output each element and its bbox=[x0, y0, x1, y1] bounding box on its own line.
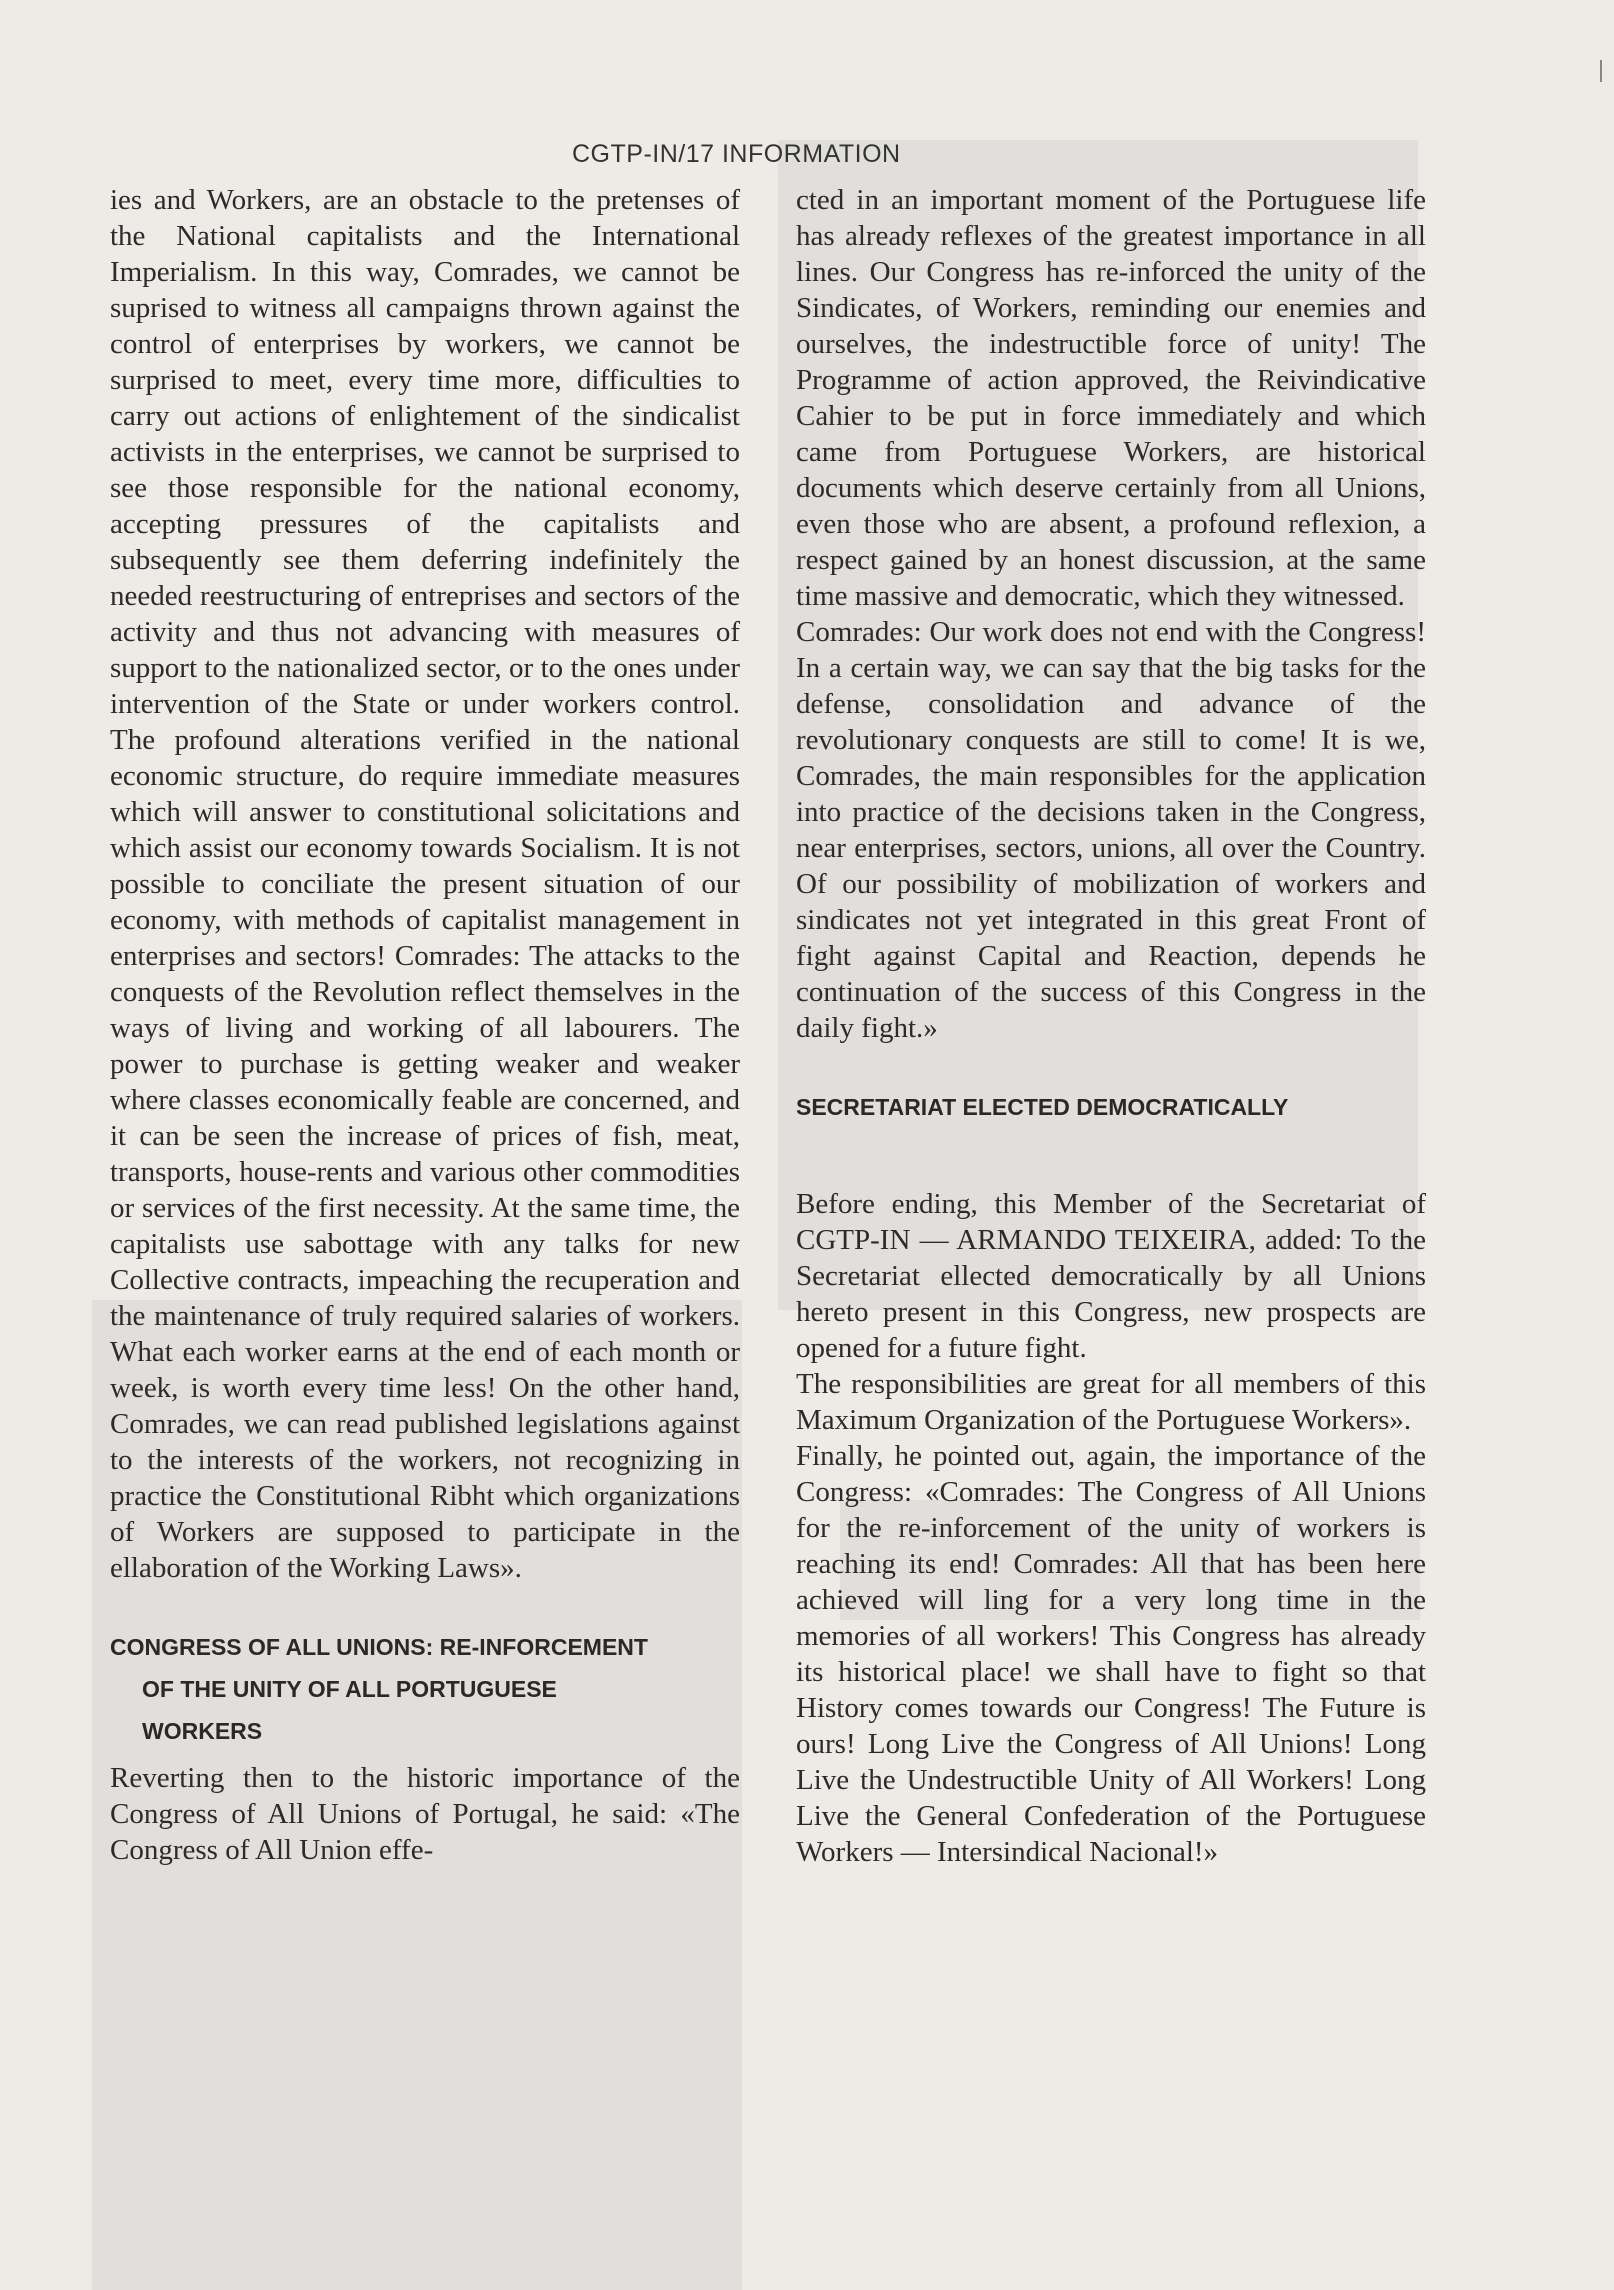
right-paragraph-3: Before ending, this Member of the Secretariat of CGTP-IN — ARMANDO TEIXEIRA, added: To the Secretariat ellected democratically by all Unions hereto present in this Congress, new prospects are opened for a future fight. bbox=[796, 1188, 1426, 1364]
section-heading-secretariat: SECRETARIAT ELECTED DEMOCRATICALLY bbox=[796, 1094, 1289, 1120]
right-paragraph-2: Comrades: Our work does not end with the Congress! In a certain way, we can say that the big tasks for the defense, consolidation and advance of the revolutionary conquests are still to come! It is we, Comrades, the main responsibles for the application into practice of the decisions taken in the Congress, near enterprises, sectors, unions, all over the Country. Of our possibility of mobilization of workers and sindicates not yet integrated in this great Front of fight against Capital and Reaction, depends he continuation of the success of this Congress in the daily fight.» bbox=[796, 616, 1426, 1044]
left-column bbox=[110, 182, 740, 1868]
right-paragraph-4: The responsibilities are great for all members of this Maximum Organization of the Portuguese Workers». bbox=[796, 1368, 1426, 1436]
right-paragraph-1: cted in an important moment of the Portuguese life has already reflexes of the greatest importance in all lines. Our Congress has re-inforced the unity of the Sindicates, of Workers, reminding our enemies and ourselves, the indestructible force of unity! The Programme of action approved, the Reivindicative Cahier to be put in force immediately and which came from Portuguese Workers, are historical documents which deserve certainly from all Unions, even those who are absent, a profound reflexion, a respect gained by an honest discussion, at the same time massive and democratic, which they witnessed. bbox=[796, 184, 1426, 612]
section-heading-line-3: WORKERS bbox=[142, 1718, 263, 1744]
left-paragraph-2: Reverting then to the historic importance of the Congress of All Unions of Portugal, he said: «The Congress of All Union effe- bbox=[110, 1762, 740, 1866]
section-heading-line-1: CONGRESS OF ALL UNIONS: RE-INFORCEMENT bbox=[110, 1634, 648, 1660]
right-column bbox=[796, 182, 1426, 1870]
page-header: CGTP-IN/17 INFORMATION bbox=[572, 140, 901, 168]
section-heading-line-2: OF THE UNITY OF ALL PORTUGUESE bbox=[142, 1676, 557, 1702]
section-heading-congress bbox=[110, 1626, 740, 1752]
edge-mark bbox=[1600, 60, 1602, 82]
left-paragraph-1: ies and Workers, are an obstacle to the pretenses of the National capitalists and the International Imperialism. In this way, Comrades, we cannot be suprised to witness all campaigns thrown against the control of enterprises by workers, we cannot be surprised to meet, every time more, difficulties to carry out actions of enlightement of the sindicalist activists in the enterprises, we cannot be surprised to see those responsible for the national economy, accepting pressures of the capitalists and subsequently see them deferring indefinitely the needed reestructuring of entreprises and sectors of the activity and thus not advancing with measures of support to the nationalized sector, or to the ones under intervention of the State or under workers control. The profound alterations verified in the national economic structure, do require immediate measures which will answer to constitutional solicitations and which assist our economy towards Socialism. It is not possible to conciliate the present situation of our economy, with methods of capitalist management in enterprises and sectors! Comrades: The attacks to the conquests of the Revolution reflect themselves in the ways of living and working of all labourers. The power to purchase is getting weaker and weaker where classes economically feable are concerned, and it can be seen the increase of prices of fish, meat, transports, house-rents and various other commodities or services of the first necessity. At the same time, the capitalists use sabottage with any talks for new Collective contracts, impeaching the recuperation and the maintenance of truly required salaries of workers. What each worker earns at the end of each month or week, is worth every time less! On the other hand, Comrades, we can read published legislations against to the interests of the workers, not recognizing in practice the Constitutional Ribht which organizations of Workers are supposed to participate in the ellaboration of the Working Laws». bbox=[110, 184, 740, 1584]
right-paragraph-5: Finally, he pointed out, again, the importance of the Congress: «Comrades: The Congress of All Unions for the re-inforcement of the unity of workers is reaching its end! Comrades: All that has been here achieved will ling for a very long time in the memories of all workers! This Congress has already its historical place! we shall have to fight so that History comes towards our Congress! The Future is ours! Long Live the Congress of All Unions! Long Live the Undestructible Unity of All Workers! Long Live the General Confederation of the Portuguese Workers — Intersindical Nacional!» bbox=[796, 1440, 1426, 1868]
